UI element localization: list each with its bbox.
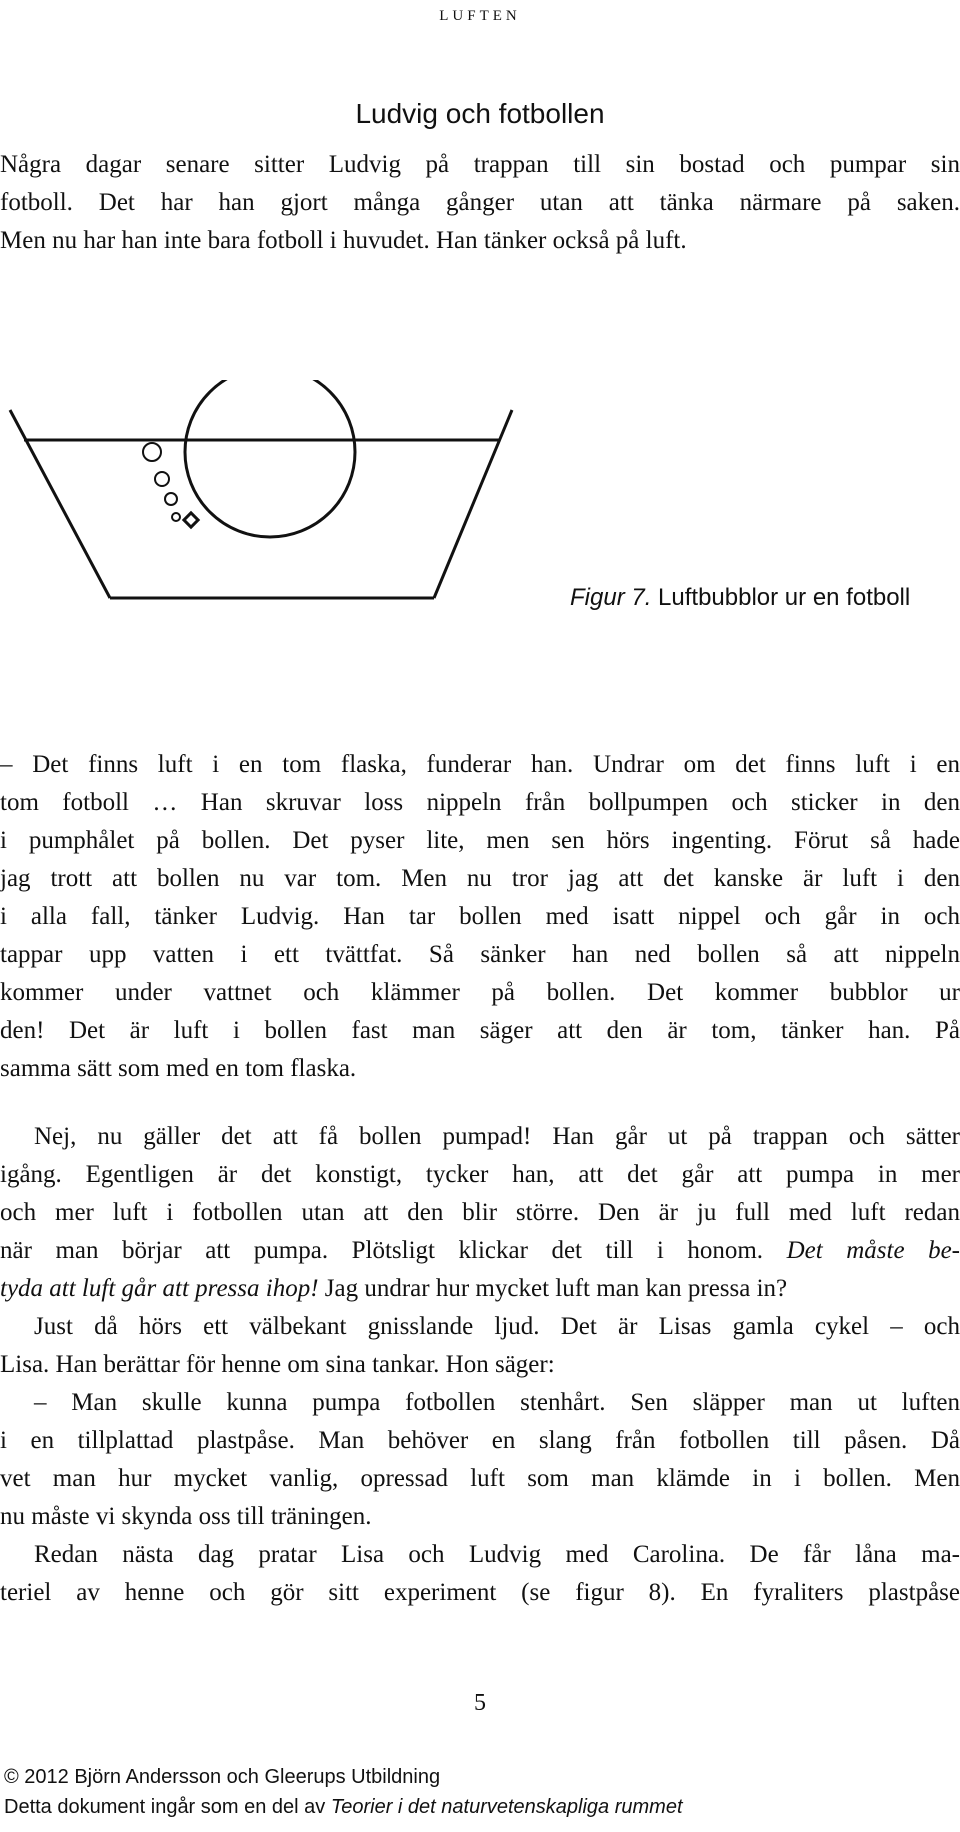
figure-label: Figur 7. — [570, 584, 652, 611]
footer-copyright: © 2012 Björn Andersson och Gleerups Utbildning — [4, 1766, 441, 1788]
body-line: Lisa. Han berättar för henne om sina tankar. Hon säger: — [0, 1351, 555, 1378]
ball-valve — [184, 513, 198, 527]
footer-book-title: Teorier i det naturvetenskapliga rummet — [330, 1796, 683, 1818]
body-paragraph-2 — [0, 1118, 960, 1308]
copyright-footer — [4, 1762, 683, 1822]
body-paragraph-4 — [0, 1384, 960, 1536]
intro-line: fotboll. Det har han gjort många gånger utan att tänka närmare på saken. — [0, 189, 960, 216]
figure-caption-text: Luftbubblor ur en fotboll — [658, 584, 911, 611]
italic-text: tyda att luft går att pressa ihop! — [0, 1275, 319, 1302]
basin-right-wall — [434, 410, 512, 598]
body-line — [0, 1232, 960, 1270]
air-bubble — [172, 513, 180, 521]
body-paragraph-3 — [0, 1308, 960, 1384]
body-line: vet man hur mycket vanlig, opressad luft som man klämde in i bollen. Men — [0, 1465, 960, 1492]
running-head: luften — [439, 0, 521, 25]
air-bubble — [143, 443, 161, 461]
air-bubble — [165, 493, 177, 505]
footer-source-prefix: Detta dokument ingår som en del av — [4, 1796, 331, 1818]
footer-source — [4, 1792, 683, 1822]
body-text: när man börjar att pumpa. Plötsligt klickar det till i honom. — [0, 1237, 787, 1264]
body-line: jag trott att bollen nu var tom. Men nu tror jag att det kanske är luft i den — [0, 865, 960, 892]
intro-line: Några dagar senare sitter Ludvig på trappan till sin bostad och pumpar sin — [0, 151, 960, 178]
italic-text: Det måste be- — [786, 1237, 960, 1264]
body-line: Redan nästa dag pratar Lisa och Ludvig med Carolina. De får låna ma- — [34, 1541, 960, 1568]
body-paragraph-1 — [0, 746, 960, 1088]
basin-left-wall — [10, 410, 110, 598]
body-line: och mer luft i fotbollen utan att den blir större. Den är ju full med luft redan — [0, 1199, 960, 1226]
body-line: – Det finns luft i en tom flaska, funderar han. Undrar om det finns luft i en — [0, 751, 960, 778]
body-line: Nej, nu gäller det att få bollen pumpad! Han går ut på trappan och sätter — [34, 1123, 960, 1150]
air-bubble — [155, 472, 169, 486]
body-text: Jag undrar hur mycket luft man kan pressa in? — [318, 1275, 788, 1302]
football — [185, 380, 355, 537]
body-line: tom fotboll … Han skruvar loss nippeln från bollpumpen och sticker in den — [0, 789, 960, 816]
body-paragraph-5 — [0, 1536, 960, 1612]
section-title: Ludvig och fotbollen — [355, 98, 605, 129]
page-number: 5 — [474, 1690, 486, 1716]
body-line: kommer under vattnet och klämmer på bollen. Det kommer bubblor ur — [0, 979, 960, 1006]
intro-paragraph — [0, 146, 960, 260]
body-line: teriel av henne och gör sitt experiment (se figur 8). En fyraliters plastpåse — [0, 1579, 960, 1606]
intro-line: Men nu har han inte bara fotboll i huvudet. Han tänker också på luft. — [0, 227, 687, 254]
body-line: den! Det är luft i bollen fast man säger att den är tom, tänker han. På — [0, 1017, 960, 1044]
body-line: nu måste vi skynda oss till träningen. — [0, 1503, 372, 1530]
body-line: i alla fall, tänker Ludvig. Han tar bollen med isatt nippel och går in och — [0, 903, 960, 930]
body-line: Just då hörs ett välbekant gnisslande ljud. Det är Lisas gamla cykel – och — [34, 1313, 960, 1340]
body-line: i pumphålet på bollen. Det pyser lite, men sen hörs ingenting. Förut så hade — [0, 827, 960, 854]
body-line: igång. Egentligen är det konstigt, tycker han, att det går att pumpa in mer — [0, 1161, 960, 1188]
body-line: – Man skulle kunna pumpa fotbollen stenhårt. Sen släpper man ut luften — [34, 1389, 960, 1416]
body-line: tappar upp vatten i ett tvättfat. Så sänker han ned bollen så att nippeln — [0, 941, 960, 968]
figure-caption — [570, 584, 910, 612]
body-line: samma sätt som med en tom flaska. — [0, 1055, 357, 1082]
body-line — [0, 1270, 960, 1308]
body-line: i en tillplattad plastpåse. Man behöver en slang från fotbollen till påsen. Då — [0, 1427, 960, 1454]
